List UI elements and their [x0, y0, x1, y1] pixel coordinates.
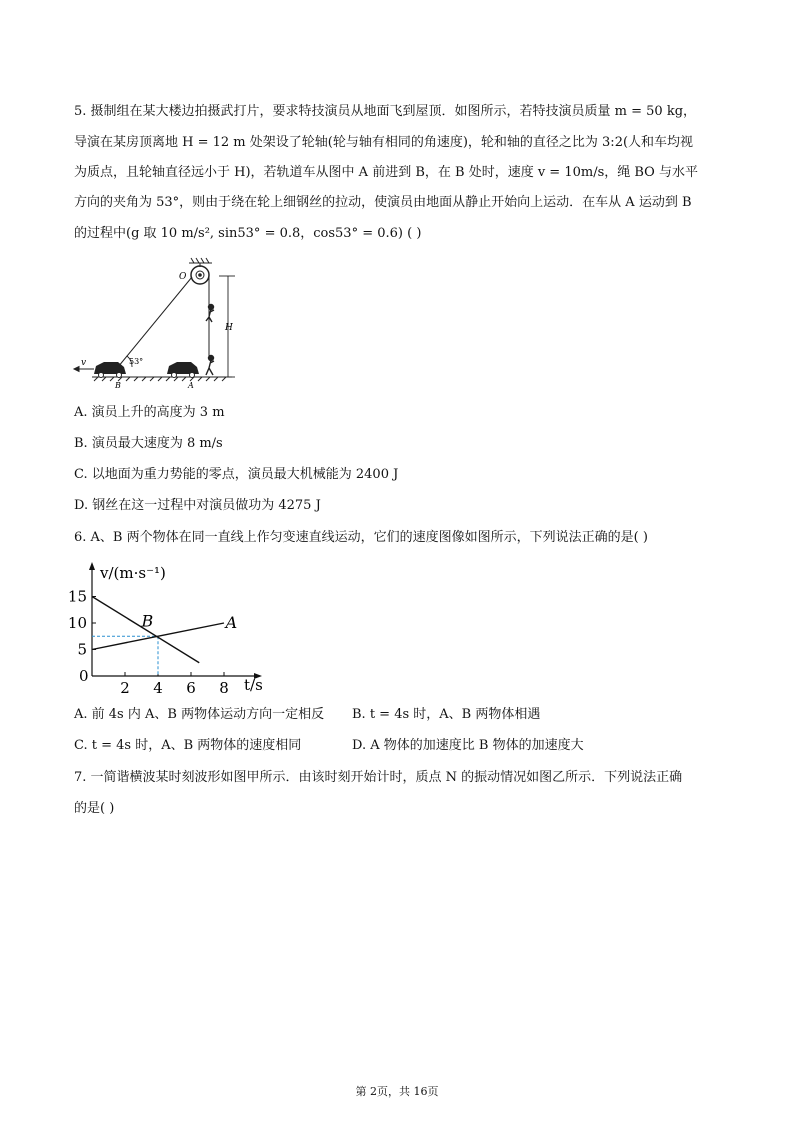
q5-line-5: 的过程中(g 取 10 m/s², sin53° = 0.8，cos53° = 0.6) ( )	[74, 226, 422, 241]
q7-line-2: 的是( )	[74, 801, 115, 816]
y-tick-label-5: 5	[77, 640, 87, 659]
stuntman-lower-icon	[206, 356, 214, 376]
y-tick-label-15: 15	[67, 587, 87, 606]
q6-option-b: B. t = 4s 时，A、B 两物体相遇	[352, 707, 541, 722]
label-angle: 53°	[129, 357, 144, 366]
q5-figure	[72, 255, 242, 395]
q5-line-1: 5. 摄制组在某大楼边拍摄武打片，要求特技演员从地面飞到屋顶．如图所示，若特技演员质量 m = 50 kg，	[74, 104, 697, 119]
label-h: H	[225, 323, 233, 333]
page-footer: 第 2页，共 16页	[355, 1085, 439, 1098]
q5-line-3: 为质点，且轮轴直径远小于 H)，若轨道车从图中 A 前进到 B，在 B 处时，速度 v = 10m/s，绳 BO 与水平	[74, 165, 698, 180]
q5-option-d: D. 钢丝在这一过程中对演员做功为 4275 J	[74, 498, 321, 513]
q6-stem: 6. A、B 两个物体在同一直线上作匀变速直线运动，它们的速度图像如图所示，下列说法正确的是( )	[74, 530, 648, 545]
x-tick-label-6: 6	[186, 679, 196, 697]
q5-option-b: B. 演员最大速度为 8 m/s	[74, 436, 223, 451]
q6-option-d: D. A 物体的加速度比 B 物体的加速度大	[352, 738, 584, 753]
velocity-time-chart	[62, 558, 272, 698]
pulley-wheel	[191, 266, 209, 284]
label-a: A	[188, 381, 194, 390]
y-axis-arrow	[89, 562, 95, 570]
ground	[92, 377, 232, 381]
series-line-a	[92, 623, 224, 650]
q7-line-1: 7. 一简谐横波某时刻波形如图甲所示．由该时刻开始计时，质点 N 的振动情况如图乙所示．下列说法正确	[74, 770, 683, 785]
x-tick-label-8: 8	[219, 679, 229, 697]
label-o: O	[179, 272, 187, 282]
x-axis-label: t/s	[244, 676, 263, 694]
x-tick-label-4: 4	[153, 679, 163, 697]
origin-label: 0	[79, 667, 89, 685]
x-tick-label-2: 2	[120, 679, 130, 697]
car-at-b-icon	[94, 362, 126, 378]
y-axis-label: v/(m·s⁻¹)	[100, 564, 166, 582]
q5-line-4: 方向的夹角为 53°，则由于绕在轮上细钢丝的拉动，使演员由地面从静止开始向上运动．在车从 A 运动到 B	[74, 195, 692, 210]
label-v: v	[81, 358, 87, 368]
q6-option-c: C. t = 4s 时，A、B 两物体的速度相同	[74, 738, 302, 753]
y-tick-label-10: 10	[67, 614, 87, 632]
q5-option-c: C. 以地面为重力势能的零点，演员最大机械能为 2400 J	[74, 467, 399, 482]
label-b: B	[115, 381, 121, 390]
q6-option-a: A. 前 4s 内 A、B 两物体运动方向一定相反	[74, 707, 325, 722]
series-label-b: B	[141, 611, 154, 631]
rope-bo	[118, 277, 192, 367]
car-at-a-icon	[167, 362, 199, 378]
series-label-a: A	[225, 613, 238, 632]
q5-option-a: A. 演员上升的高度为 3 m	[74, 405, 225, 420]
stuntman-upper-icon	[206, 305, 214, 323]
q5-line-2: 导演在某房顶离地 H = 12 m 处架设了轮轴(轮与轴有相同的角速度)，轮和轴的直径之比为 3:2(人和车均视	[74, 135, 694, 150]
